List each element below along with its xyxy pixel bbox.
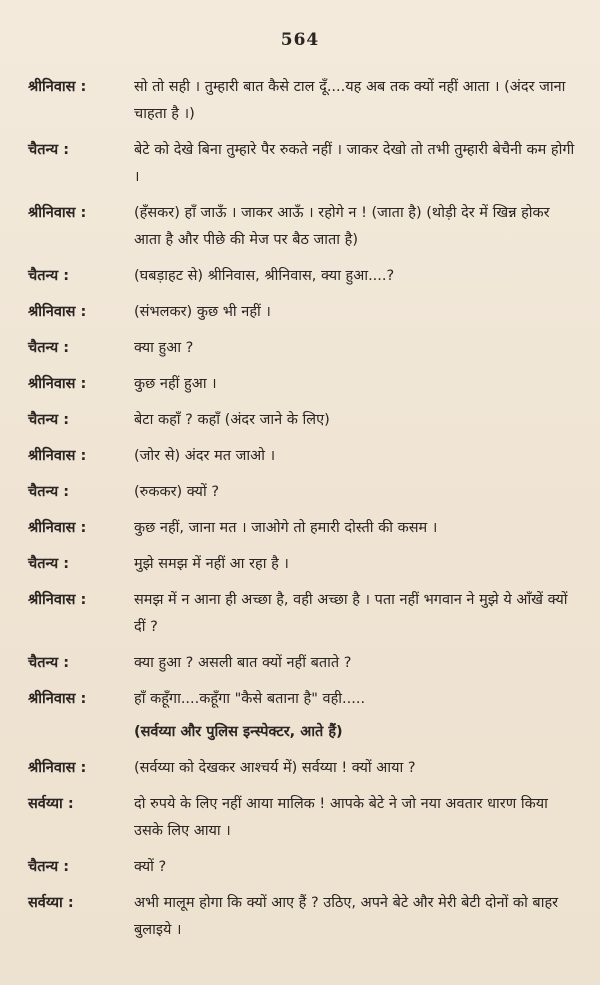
dialogue-text: दो रुपये के लिए नहीं आया मालिक ! आपके बेटे ने जो नया अवतार धारण किया उसके लिए आया । (134, 796, 548, 839)
dialogue-line (28, 791, 580, 845)
speaker-name: सर्वय्या : (28, 895, 74, 911)
dialogue-text: हाँ कहूँगा....कहूँगा "कैसे बताना है" वही..... (134, 691, 366, 707)
speaker-name: श्रीनिवास : (28, 205, 87, 221)
dialogue-line (28, 74, 580, 128)
dialogue-line (28, 335, 580, 362)
speaker-name: चैतन्य : (28, 556, 70, 572)
speaker-name: श्रीनिवास : (28, 760, 87, 776)
dialogue-text: (रुककर) क्यों ? (134, 484, 220, 500)
dialogue-line (28, 371, 580, 398)
dialogue-text: क्या हुआ ? असली बात क्यों नहीं बताते ? (134, 655, 352, 671)
dialogue-line (28, 686, 580, 713)
dialogue-text: अभी मालूम होगा कि क्यों आए हैं ? उठिए, अपने बेटे और मेरी बेटी दोनों को बाहर बुलाइये । (134, 895, 559, 938)
dialogue-line (28, 407, 580, 434)
dialogue-line (28, 443, 580, 470)
speaker-name: चैतन्य : (28, 484, 70, 500)
speaker-name: श्रीनिवास : (28, 592, 87, 608)
dialogue-text: कुछ नहीं हुआ । (134, 376, 217, 392)
dialogue-line (28, 263, 580, 290)
speaker-name: श्रीनिवास : (28, 376, 87, 392)
dialogue-text: (जोर से) अंदर मत जाओ । (134, 448, 276, 464)
dialogue-text: (संभलकर) कुछ भी नहीं । (134, 304, 271, 320)
speaker-name: चैतन्य : (28, 268, 70, 284)
dialogue-text: क्यों ? (134, 859, 167, 875)
dialogue-line (28, 587, 580, 641)
dialogue-block (28, 74, 580, 944)
dialogue-line (28, 200, 580, 254)
dialogue-line (28, 650, 580, 677)
stage-direction-row (28, 719, 580, 746)
dialogue-text: (घबड़ाहट से) श्रीनिवास, श्रीनिवास, क्या हुआ....? (134, 268, 395, 284)
speaker-name: श्रीनिवास : (28, 304, 87, 320)
speaker-name: श्रीनिवास : (28, 520, 87, 536)
stage-direction: (सर्वय्या और पुलिस इन्स्पेक्टर, आते हैं) (134, 724, 343, 740)
dialogue-text: (सर्वय्या को देखकर आश्चर्य में) सर्वय्या ! क्यों आया ? (134, 760, 416, 776)
speaker-name: श्रीनिवास : (28, 691, 87, 707)
dialogue-line (28, 479, 580, 506)
dialogue-text: (हँसकर) हाँ जाऊँ । जाकर आऊँ । रहोगे न ! (जाता है) (थोड़ी देर में खिन्न होकर आता है और पीछे की मेज पर बैठ जाता है) (134, 205, 550, 248)
speaker-name: चैतन्य : (28, 859, 70, 875)
speaker-name: चैतन्य : (28, 655, 70, 671)
speaker-name: चैतन्य : (28, 340, 70, 356)
speaker-name: चैतन्य : (28, 412, 70, 428)
speaker-name: श्रीनिवास : (28, 79, 87, 95)
dialogue-line (28, 854, 580, 881)
dialogue-line (28, 137, 580, 191)
speaker-name: श्रीनिवास : (28, 448, 87, 464)
dialogue-text: सो तो सही । तुम्हारी बात कैसे टाल दूँ....यह अब तक क्यों नहीं आता । (अंदर जाना चाहता है ।) (134, 79, 566, 122)
dialogue-line (28, 515, 580, 542)
dialogue-line (28, 551, 580, 578)
dialogue-text: मुझे समझ में नहीं आ रहा है । (134, 556, 289, 572)
dialogue-line (28, 755, 580, 782)
dialogue-line (28, 299, 580, 326)
speaker-name: सर्वय्या : (28, 796, 74, 812)
dialogue-text: बेटा कहाँ ? कहाँ (अंदर जाने के लिए) (134, 412, 330, 428)
page-number: 564 (280, 30, 320, 50)
dialogue-text: बेटे को देखे बिना तुम्हारे पैर रुकते नहीं । जाकर देखो तो तभी तुम्हारी बेचैनी कम होगी । (134, 142, 575, 185)
dialogue-text: कुछ नहीं, जाना मत । जाओगे तो हमारी दोस्ती की कसम । (134, 520, 438, 536)
dialogue-line (28, 890, 580, 944)
speaker-name: चैतन्य : (28, 142, 70, 158)
dialogue-text: समझ में न आना ही अच्छा है, वही अच्छा है । पता नहीं भगवान ने मुझे ये आँखें क्यों दीं ? (134, 592, 568, 635)
dialogue-text: क्या हुआ ? (134, 340, 194, 356)
